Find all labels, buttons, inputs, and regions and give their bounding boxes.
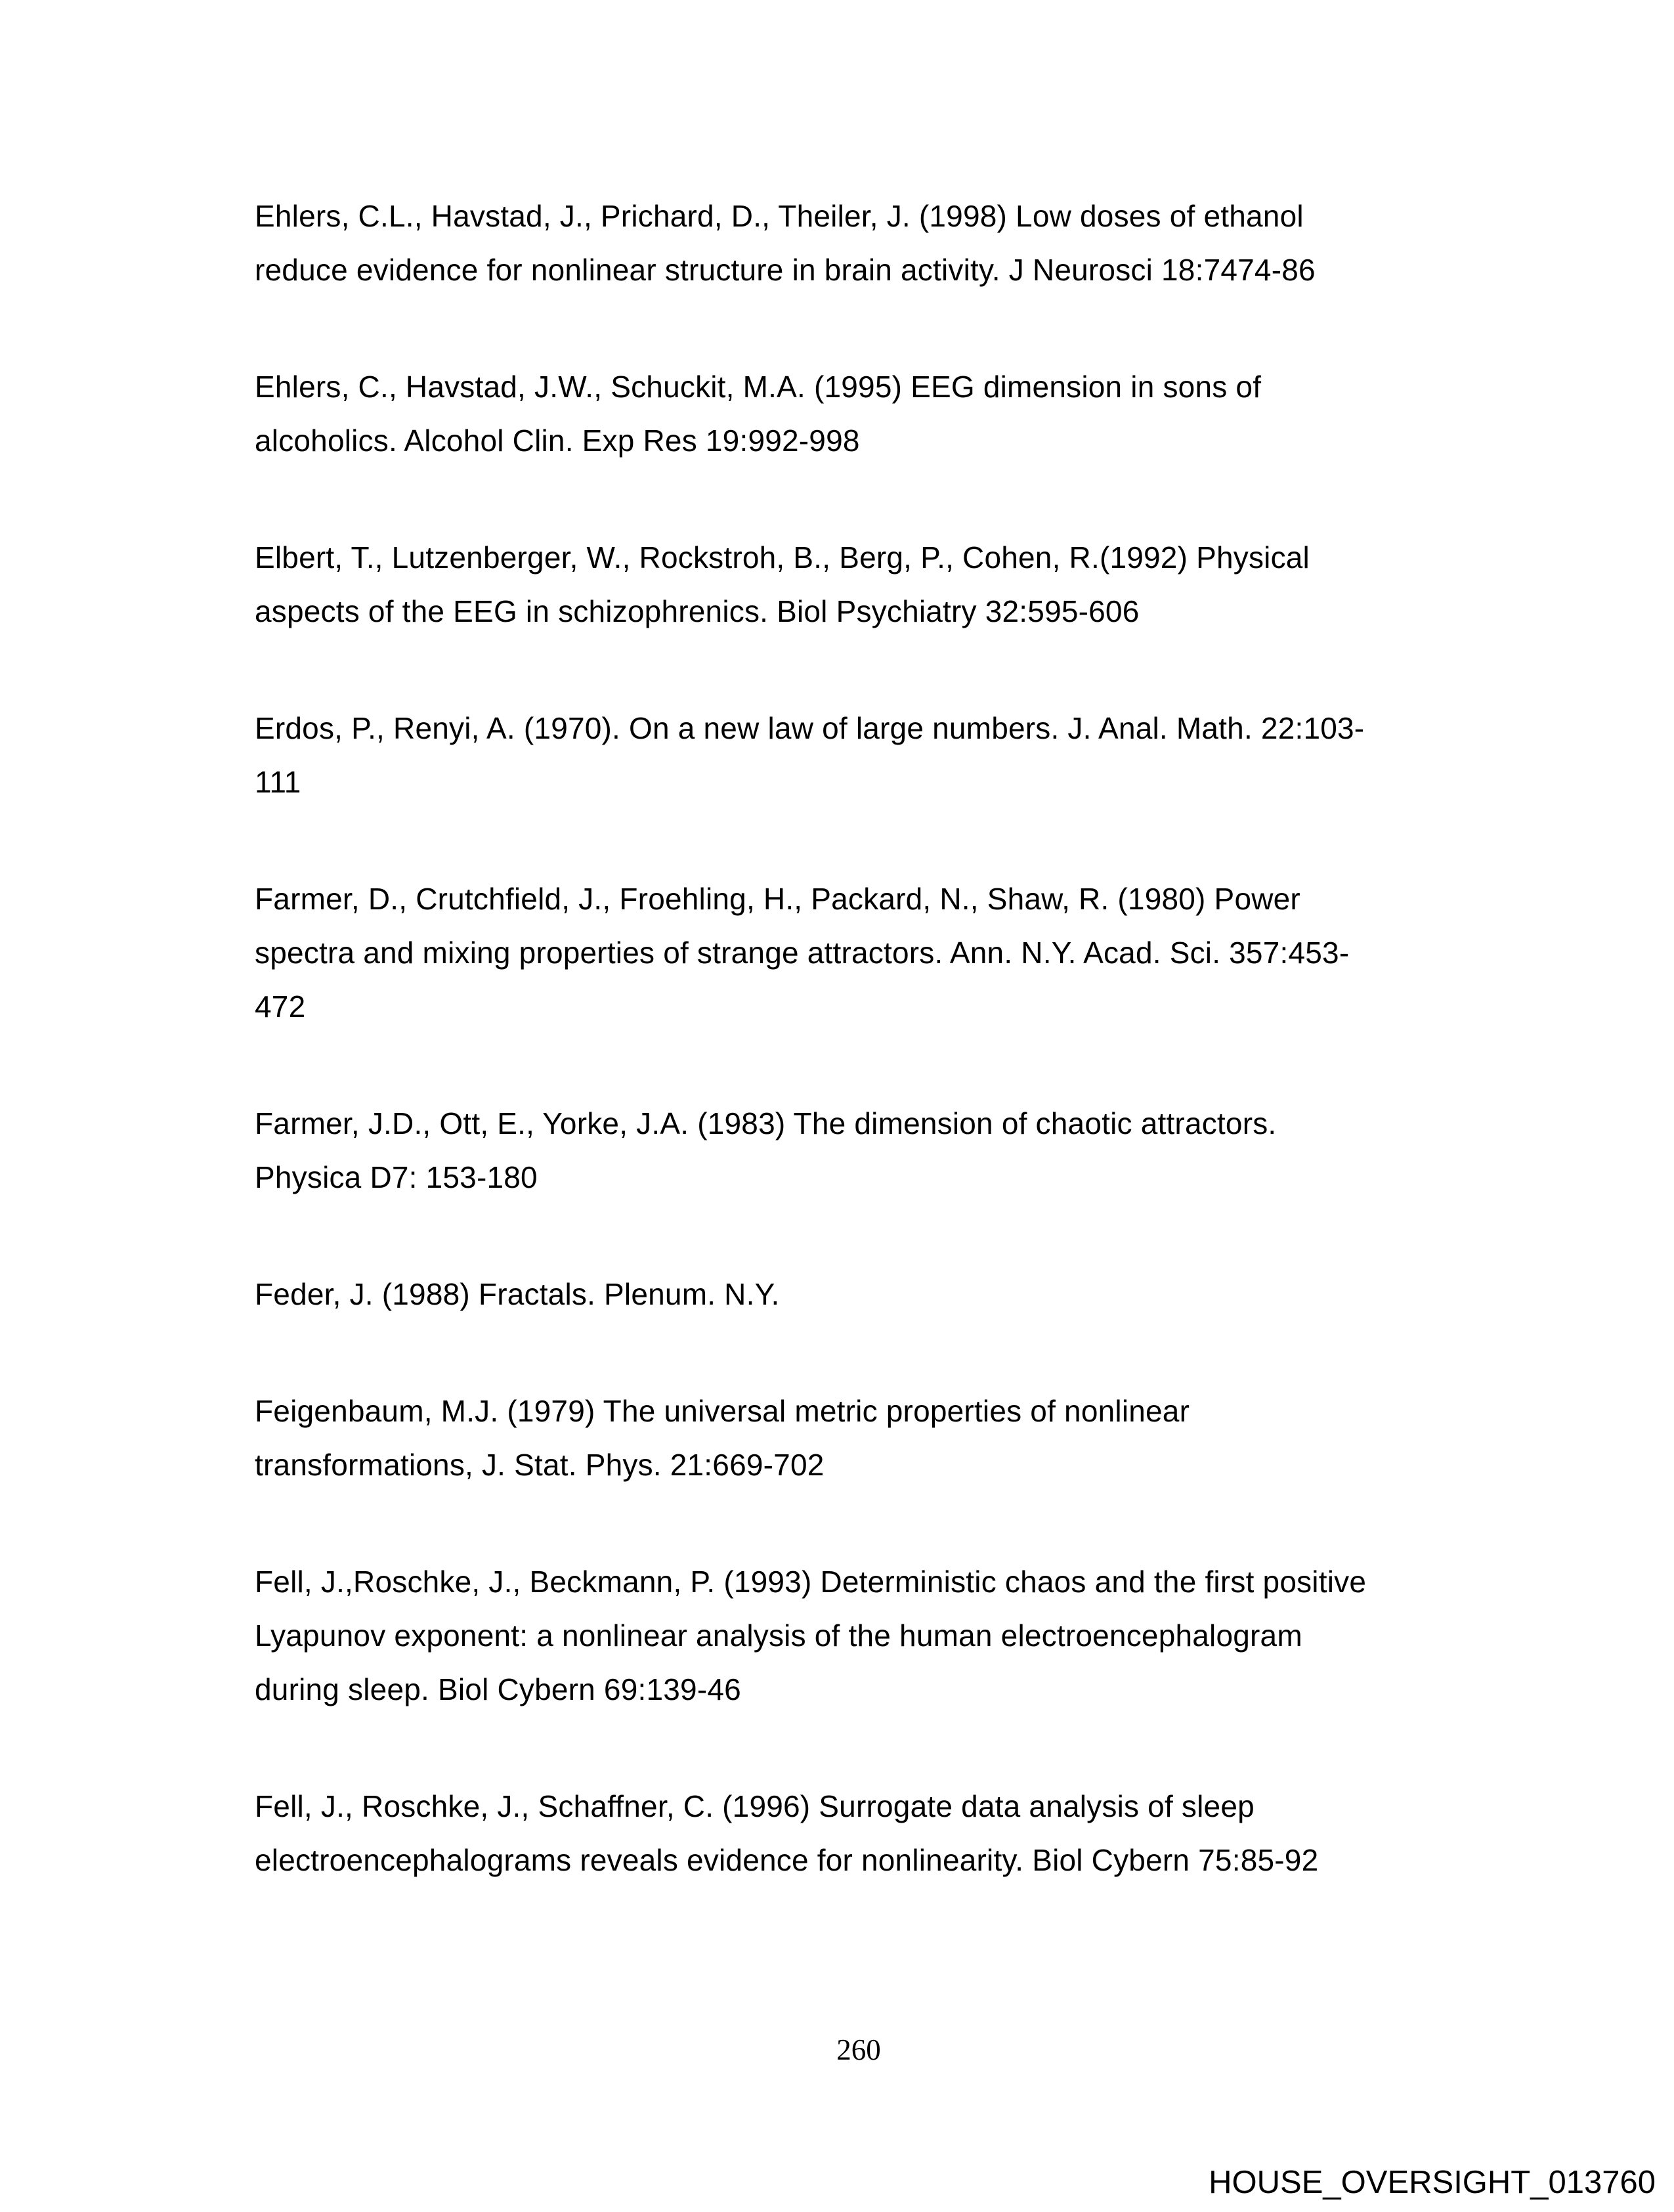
reference-entry [255,360,1502,467]
page-number: 260 [836,2033,881,2066]
reference-entry [255,189,1502,297]
reference-line: transformations, J. Stat. Phys. 21:669-702 [255,1448,825,1482]
reference-line: 472 [255,989,306,1024]
reference-entry [255,872,1502,1033]
reference-line: Ehlers, C.L., Havstad, J., Prichard, D., Theiler, J. (1998) Low doses of ethanol [255,199,1304,233]
reference-line: Farmer, D., Crutchfield, J., Froehling, H., Packard, N., Shaw, R. (1980) Power [255,882,1300,916]
reference-entry [255,1555,1502,1716]
reference-line: Feder, J. (1988) Fractals. Plenum. N.Y. [255,1277,780,1311]
reference-line: alcoholics. Alcohol Clin. Exp Res 19:992-998 [255,423,860,458]
references-list [255,189,1502,1950]
reference-line: 111 [255,765,301,799]
reference-line: Physica D7: 153-180 [255,1160,538,1194]
reference-line: Ehlers, C., Havstad, J.W., Schuckit, M.A. (1995) EEG dimension in sons of [255,370,1262,404]
reference-line: during sleep. Biol Cybern 69:139-46 [255,1672,741,1706]
reference-entry [255,1779,1502,1887]
reference-line: aspects of the EEG in schizophrenics. Biol Psychiatry 32:595-606 [255,594,1140,628]
reference-line: Feigenbaum, M.J. (1979) The universal metric properties of nonlinear [255,1394,1190,1428]
reference-line: electroencephalograms reveals evidence for nonlinearity. Biol Cybern 75:85-92 [255,1843,1319,1877]
reference-line: Fell, J.,Roschke, J., Beckmann, P. (1993) Deterministic chaos and the first positive [255,1565,1367,1599]
reference-line: Erdos, P., Renyi, A. (1970). On a new law of large numbers. J. Anal. Math. 22:103- [255,711,1365,745]
reference-entry [255,1267,1502,1321]
reference-line: reduce evidence for nonlinear structure in brain activity. J Neurosci 18:7474-86 [255,253,1316,287]
reference-line: Lyapunov exponent: a nonlinear analysis of the human electroencephalogram [255,1618,1302,1653]
bates-stamp: HOUSE_OVERSIGHT_013760 [1209,2165,1656,2200]
reference-entry [255,701,1502,809]
reference-line: Elbert, T., Lutzenberger, W., Rockstroh, B., Berg, P., Cohen, R.(1992) Physical [255,540,1310,575]
reference-entry [255,531,1502,638]
reference-line: Farmer, J.D., Ott, E., Yorke, J.A. (1983) The dimension of chaotic attractors. [255,1106,1277,1140]
reference-entry [255,1384,1502,1492]
reference-entry [255,1096,1502,1204]
reference-line: spectra and mixing properties of strange attractors. Ann. N.Y. Acad. Sci. 357:453- [255,936,1350,970]
reference-line: Fell, J., Roschke, J., Schaffner, C. (1996) Surrogate data analysis of sleep [255,1789,1255,1823]
